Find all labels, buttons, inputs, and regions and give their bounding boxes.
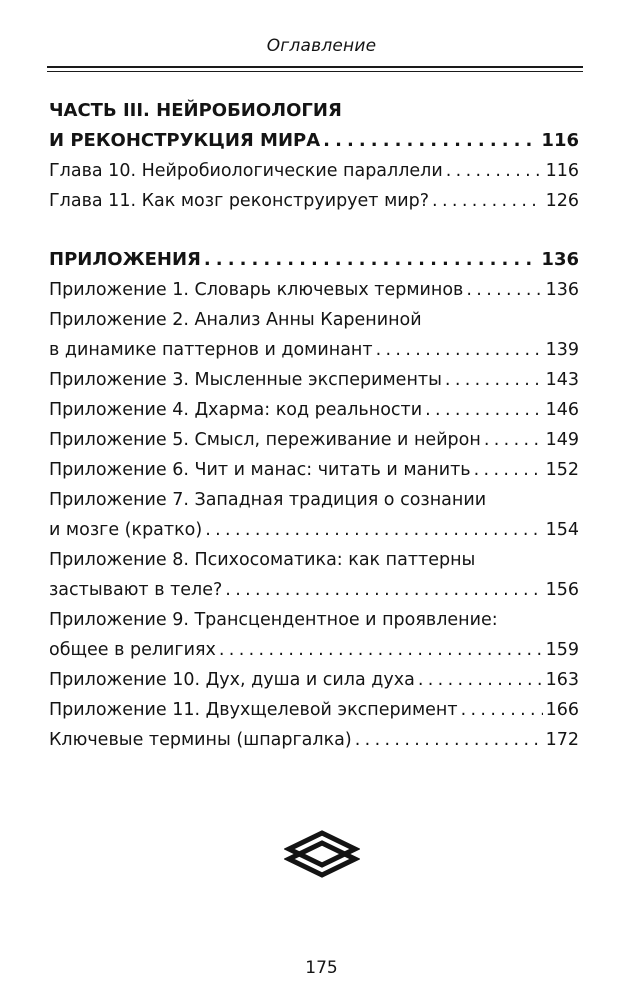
header-rule-thin [47,71,583,72]
toc-entry [49,485,579,515]
toc-entry-text: Приложение 6. Чит и манас: читать и манить [49,460,471,480]
toc-entry [49,186,579,216]
toc-entry-text: ПРИЛОЖЕНИЯ [49,249,201,270]
toc-entry-text: Приложение 4. Дхарма: код реальности [49,400,423,420]
toc-leader-dots [446,156,543,186]
toc-entry [49,725,579,755]
toc-entry-text: Приложение 10. Дух, душа и сила духа [49,670,415,690]
toc-page-number: 136 [545,280,579,300]
toc-entry-text: Приложение 8. Психосоматика: как паттерны [49,550,476,570]
toc-entry [49,545,579,575]
toc-entry-text: Приложение 9. Трансцендентное и проявление: [49,610,498,630]
toc-entry-text: в динамике паттернов и доминант [49,340,373,360]
toc-leader-dots [432,186,543,216]
toc-entry [49,635,579,665]
toc-page-number: 152 [545,460,579,480]
toc-leader-dots [205,515,542,545]
toc-entry-text: Приложение 1. Словарь ключевых терминов [49,280,464,300]
toc-entry [49,665,579,695]
page-number: 175 [305,958,338,978]
toc-entry-text: ЧАСТЬ III. НЕЙРОБИОЛОГИЯ [49,100,342,121]
toc-entry-text: Ключевые термины (шпаргалка) [49,730,352,750]
toc-page-number: 156 [545,580,579,600]
toc-entry-text: И РЕКОНСТРУКЦИЯ МИРА [49,130,321,151]
section-spacer [49,216,579,245]
toc-page-number: 166 [545,700,579,720]
toc-entry [49,335,579,365]
toc-entry-text: Приложение 3. Мысленные эксперименты [49,370,442,390]
toc-page-number: 163 [545,670,579,690]
toc-leader-dots [225,575,542,605]
toc-page-number: 136 [541,249,579,270]
double-diamond-ornament-icon [284,830,360,882]
toc-entry-text: и мозге (кратко) [49,520,203,540]
toc-leader-dots [418,665,543,695]
toc-page-number: 126 [545,191,579,211]
toc-entry [49,156,579,186]
toc-page-number: 116 [545,161,579,181]
toc-leader-dots [466,275,542,305]
toc-entry-text: Глава 10. Нейробиологические параллели [49,161,443,181]
toc-leader-dots [204,245,539,275]
running-title: Оглавление [266,36,377,56]
toc-entry-text: Приложение 7. Западная традиция о сознании [49,490,487,510]
toc-leader-dots [445,365,543,395]
toc-part-heading [49,126,579,156]
toc-entry-text: общее в религиях [49,640,216,660]
toc-leader-dots [425,395,543,425]
toc-entry-text: Глава 11. Как мозг реконструирует мир? [49,191,430,211]
toc-page-number: 143 [545,370,579,390]
toc-page-number: 172 [545,730,579,750]
toc-page-number: 116 [541,130,579,151]
toc-page-number: 146 [545,400,579,420]
toc-entry-text: Приложение 11. Двухщелевой эксперимент [49,700,458,720]
toc-entry-text: застывают в теле? [49,580,223,600]
table-of-contents [49,96,579,755]
toc-leader-dots [376,335,543,365]
toc-leader-dots [355,725,543,755]
toc-entry [49,365,579,395]
toc-part-heading [49,96,579,126]
toc-entry [49,455,579,485]
toc-entry [49,275,579,305]
toc-entry-text: Приложение 2. Анализ Анны Карениной [49,310,422,330]
toc-leader-dots [484,425,543,455]
toc-page-number: 159 [545,640,579,660]
toc-page-number: 154 [545,520,579,540]
toc-part-heading [49,245,579,275]
toc-entry [49,695,579,725]
toc-entry [49,425,579,455]
toc-leader-dots [474,455,543,485]
toc-page-number: 139 [545,340,579,360]
toc-entry [49,605,579,635]
header-rule-thick [47,66,583,68]
toc-leader-dots [323,126,538,156]
toc-page-number: 149 [545,430,579,450]
toc-entry [49,305,579,335]
toc-leader-dots [461,695,543,725]
toc-entry-text: Приложение 5. Смысл, переживание и нейрон [49,430,481,450]
toc-leader-dots [219,635,543,665]
toc-entry [49,575,579,605]
toc-entry [49,395,579,425]
toc-entry [49,515,579,545]
